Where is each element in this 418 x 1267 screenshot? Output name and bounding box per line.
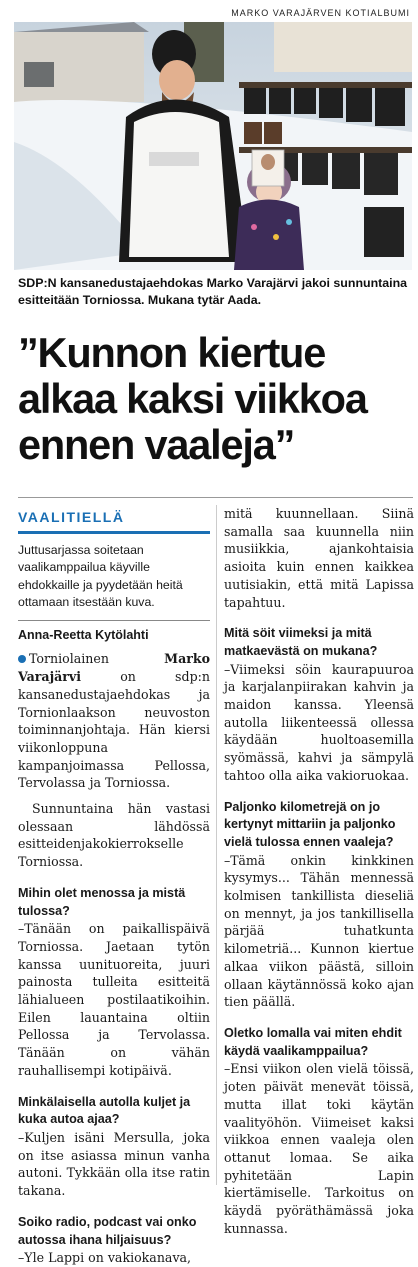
- series-info: Juttusarjassa soitetaan vaalikamppailua käyville ehdokkaille ja pyydetään heitä ottamaan itsestään kuva.: [18, 542, 210, 621]
- headline: [18, 330, 413, 468]
- headline-line-3: ennen vaaleja”: [18, 421, 295, 468]
- section-rule: [18, 497, 413, 498]
- question-1: Mihin olet menossa ja mistä tulossa?: [18, 885, 186, 918]
- lead-pre: Torniolainen: [29, 651, 165, 667]
- headline-line-1: ”Kunnon kiertue: [18, 329, 326, 376]
- right-column: [224, 505, 414, 1237]
- answer-1: –Tänään on paikallispäivä Torniossa. Jaetaan tytön kanssa uunituoreita, juuri painosta tulleita esitteitä lähialueen postilaatikoihin. Eilen lauantaina oltiin Pellossa ja Tervolassa. Tänään on vähän rauhallisempi kotipäivä.: [18, 921, 210, 1078]
- question-6: Oletko lomalla vai miten ehdit käydä vaalikamppailua?: [224, 1025, 402, 1058]
- answer-5: –Tämä onkin kinkkinen kysymys... Tähän mennessä kolmisen tankillista dieseliä on mennyt, ja jos tankillisella pärjää tuhatkunta kilometriä... Kunnon kiertue alkaa viikon päästä, silloin ollaan käytännössä koko ajan tien päällä.: [224, 852, 414, 1010]
- answer-2: –Kuljen isäni Mersulla, joka on itse asiassa minun vanha autoni. Tykkään olla itse ratin takana.: [18, 1129, 210, 1199]
- lead-bullet-icon: [18, 655, 26, 663]
- article-photo: [14, 22, 412, 270]
- question-2: Minkälaisella autolla kuljet ja kuka autoa ajaa?: [18, 1094, 191, 1127]
- answer-3-continued: mitä kuunnellaan. Siinä samalla saa kuunnella niin musiikkia, ajankohtaisia asioita kuin ennen kaikkea uutisiakin, että mitä Lapissa tapahtuu.: [224, 506, 414, 610]
- left-column: [18, 505, 210, 1267]
- photo-caption: SDP:N kansanedustajaehdokas Marko Varajärvi jakoi sunnuntaina esitteitään Torniossa. Mukana tytär Aada.: [18, 276, 408, 307]
- question-3: Soiko radio, podcast vai onko autossa ihana hiljaisuus?: [18, 1214, 197, 1247]
- question-4: Mitä söit viimeksi ja mitä matkaevästä on mukana?: [224, 626, 378, 658]
- series-kicker: VAALITIELLÄ: [18, 509, 210, 534]
- answer-3: –Yle Lappi on vakiokanava,: [18, 1250, 192, 1266]
- lead-rest: on sdp:n kansanedustajaehdokas ja Tornionlaakson neuvoston toiminnanjohtaja. Hän kiersi viikonloppuna kampanjoimassa Pellossa, Tervolassa ja Torniossa.: [18, 669, 210, 791]
- byline: Anna-Reetta Kytölahti: [18, 627, 149, 642]
- photo-credit: MARKO VARAJÄRVEN KOTIALBUMI: [231, 8, 410, 18]
- answer-6: –Ensi viikon olen vielä töissä, joten päivät menevät töissä, mutta illat toki käytän vaalityöhön. Viimeiset kaksi viikkoa ennen vaaleja olen ottanut lomaa. Se aika pyhitetään Lapin kiertämiselle. Tarkoitus on käydä pyöräthämässä joka kunnassa.: [224, 1061, 414, 1236]
- column-divider: [216, 505, 217, 1185]
- answer-4: –Viimeksi söin kaurapuuroa ja karjalanpiirakan kahvin ja maidon kanssa. Yleensä autolla liikenteessä ollessa käydään huoltoasemilla syömässä, kahvi ja sämpylä tahtoo olla aika vakioruokaa.: [224, 661, 414, 783]
- lead-paragraph: [18, 650, 210, 792]
- headline-line-2: alkaa kaksi viikkoa: [18, 375, 367, 422]
- question-5: Paljonko kilometrejä on jo kertynyt mittariin ja paljonko vielä tulossa ennen vaaleja?: [224, 799, 396, 849]
- paragraph-2: Sunnuntaina hän vastasi olessaan lähdössä esitteidenjakokierrokselle Torniossa.: [18, 801, 210, 870]
- lead-name: Marko Varajärvi: [18, 651, 210, 685]
